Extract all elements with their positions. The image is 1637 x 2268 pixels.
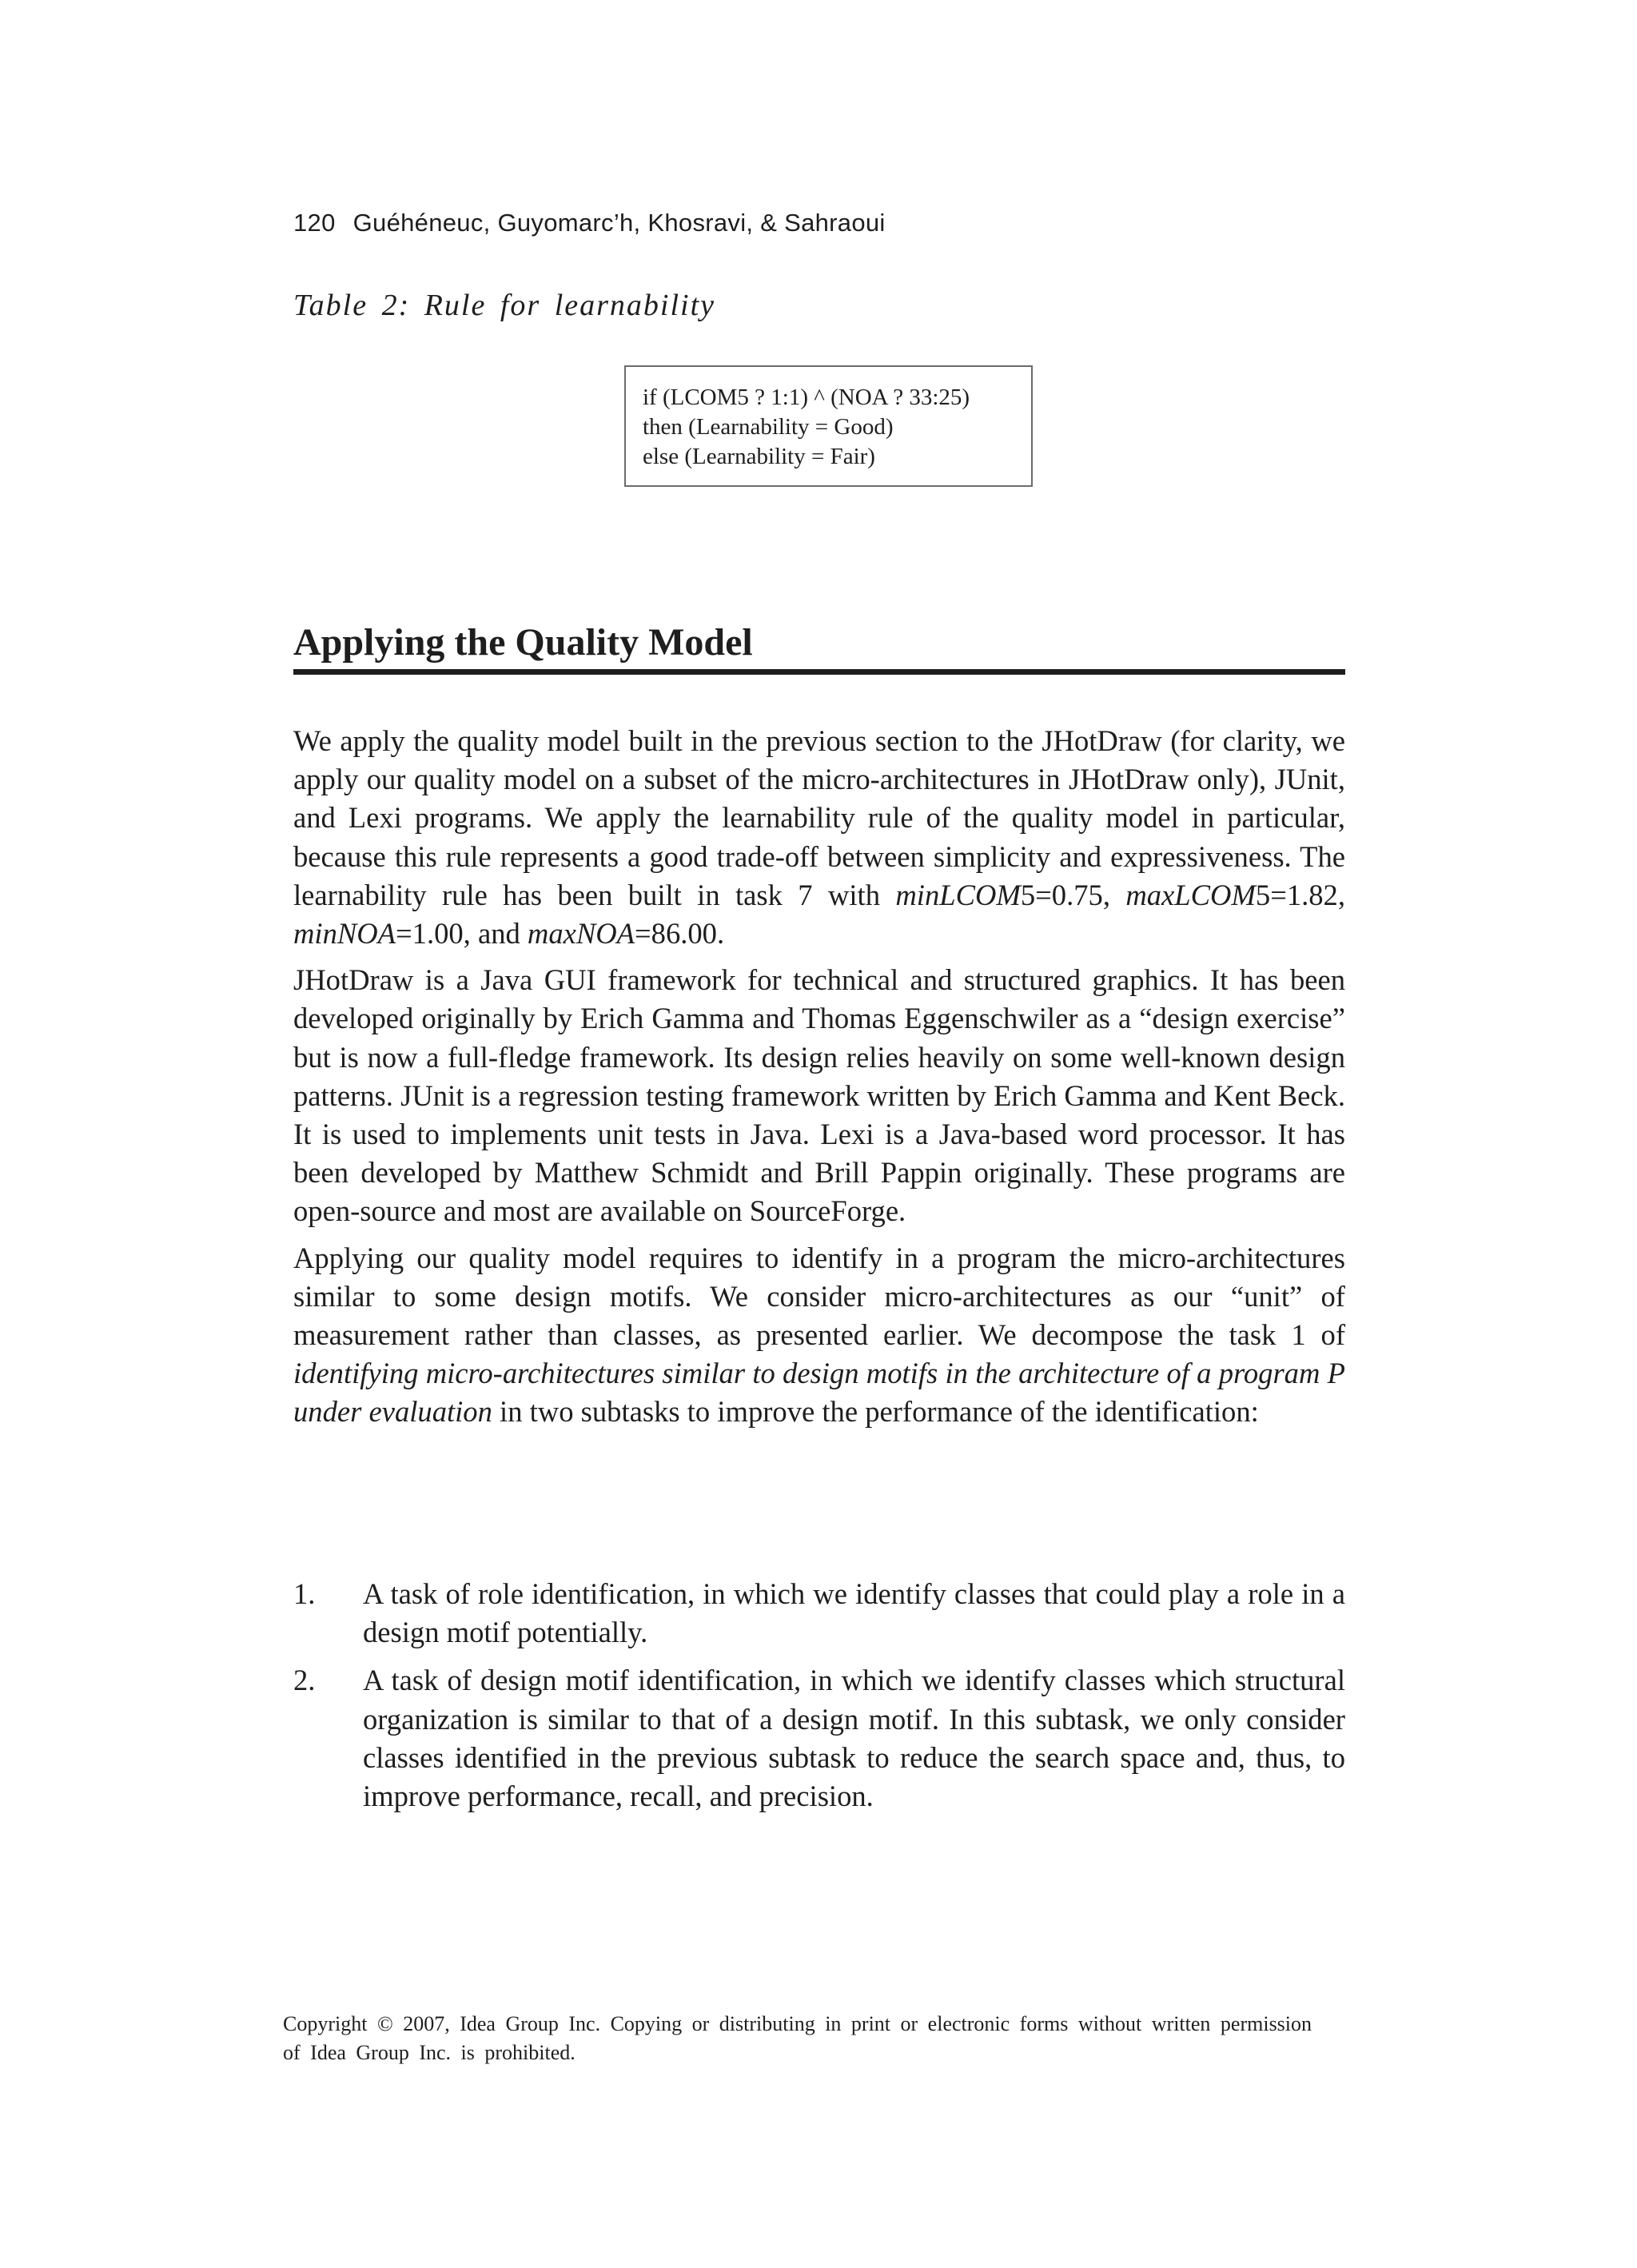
list-item-text: A task of role identification, in which we identify classes that could play a role in a design motif potentially. [363, 1577, 1345, 1649]
paragraph-1 [293, 722, 1345, 953]
page-number: 120 [293, 209, 336, 237]
list-item-number: 2. [293, 1664, 316, 1697]
metric-min-noa: minNOA [293, 917, 396, 951]
section-heading: Applying the Quality Model [293, 620, 1345, 675]
paragraph-2: JHotDraw is a Java GUI framework for technical and structured graphics. It has been developed originally by Erich Gamma and Thomas Eggenschwiler as a “design exercise” but is now a full-fledge framework. Its design relies heavily on some well-known design patterns. JUnit is a regression testing framework written by Erich Gamma and Kent Beck. It is used to implements unit tests in Java. Lexi is a Java-based word processor. It has been developed by Matthew Schmidt and Brill Pappin originally. These programs are open-source and most are available on SourceForge. [293, 963, 1345, 1228]
metric-min-lcom-value: 5=0.75, [1020, 878, 1126, 911]
list-item [293, 1661, 1345, 1816]
running-head [293, 209, 886, 237]
metric-max-noa-value: =86.00. [635, 917, 725, 951]
metric-min-lcom: minLCOM [895, 878, 1021, 911]
body-text [293, 722, 1345, 1440]
metric-min-noa-value: =1.00, and [396, 917, 528, 951]
list-item [293, 1575, 1345, 1652]
paragraph-3 [293, 1239, 1345, 1432]
copyright-notice: Copyright © 2007, Idea Group Inc. Copying or distributing in print or electronic forms without written permission of Idea Group Inc. is prohibited. [283, 2012, 1312, 2064]
metric-max-noa: maxNOA [527, 917, 635, 951]
metric-max-lcom-value: 5=1.82, [1255, 878, 1345, 911]
author-names: Guéhéneuc, Guyomarc’h, Khosravi, & Sahraoui [352, 209, 886, 237]
metric-max-lcom: maxLCOM [1125, 878, 1256, 911]
rule-line-else: else (Learnability = Fair) [643, 444, 875, 469]
rule-line-then: then (Learnability = Good) [643, 414, 894, 440]
subtask-list [293, 1575, 1345, 1825]
table-caption: Table 2: Rule for learnability [293, 289, 716, 322]
list-item-number: 1. [293, 1577, 316, 1610]
paragraph-3-italic: identifying micro-architectures similar to design motifs in the architecture of a program P under evaluation [293, 1357, 1345, 1429]
rule-line-if: if (LCOM5 ? 1:1) ^ (NOA ? 33:25) [643, 385, 970, 410]
paragraph-3-text-a: Applying our quality model requires to identify in a program the micro-architectures similar to some design motifs. We consider micro-architectures as our “unit” of measurement rather than classes, as presented earlier. We decompose the task 1 of [293, 1241, 1345, 1352]
list-item-text: A task of design motif identification, in which we identify classes which structural organization is similar to that of a design motif. In this subtask, we only consider classes identified in the previous subtask to reduce the search space and, thus, to improve performance, recall, and precision. [363, 1664, 1345, 1813]
paragraph-3-text-b: in two subtasks to improve the performance of the identification: [492, 1395, 1259, 1429]
paragraph-1-text: We apply the quality model built in the previous section to the JHotDraw (for clarity, we apply our quality model on a subset of the micro-architectures in JHotDraw only), JUnit, and Lexi programs. We apply the learnability rule of the quality model in particular, because this rule represents a good trade-off between simplicity and expressiveness. The learnability rule has been built in task 7 with [293, 724, 1345, 911]
rule-table [624, 365, 1033, 487]
